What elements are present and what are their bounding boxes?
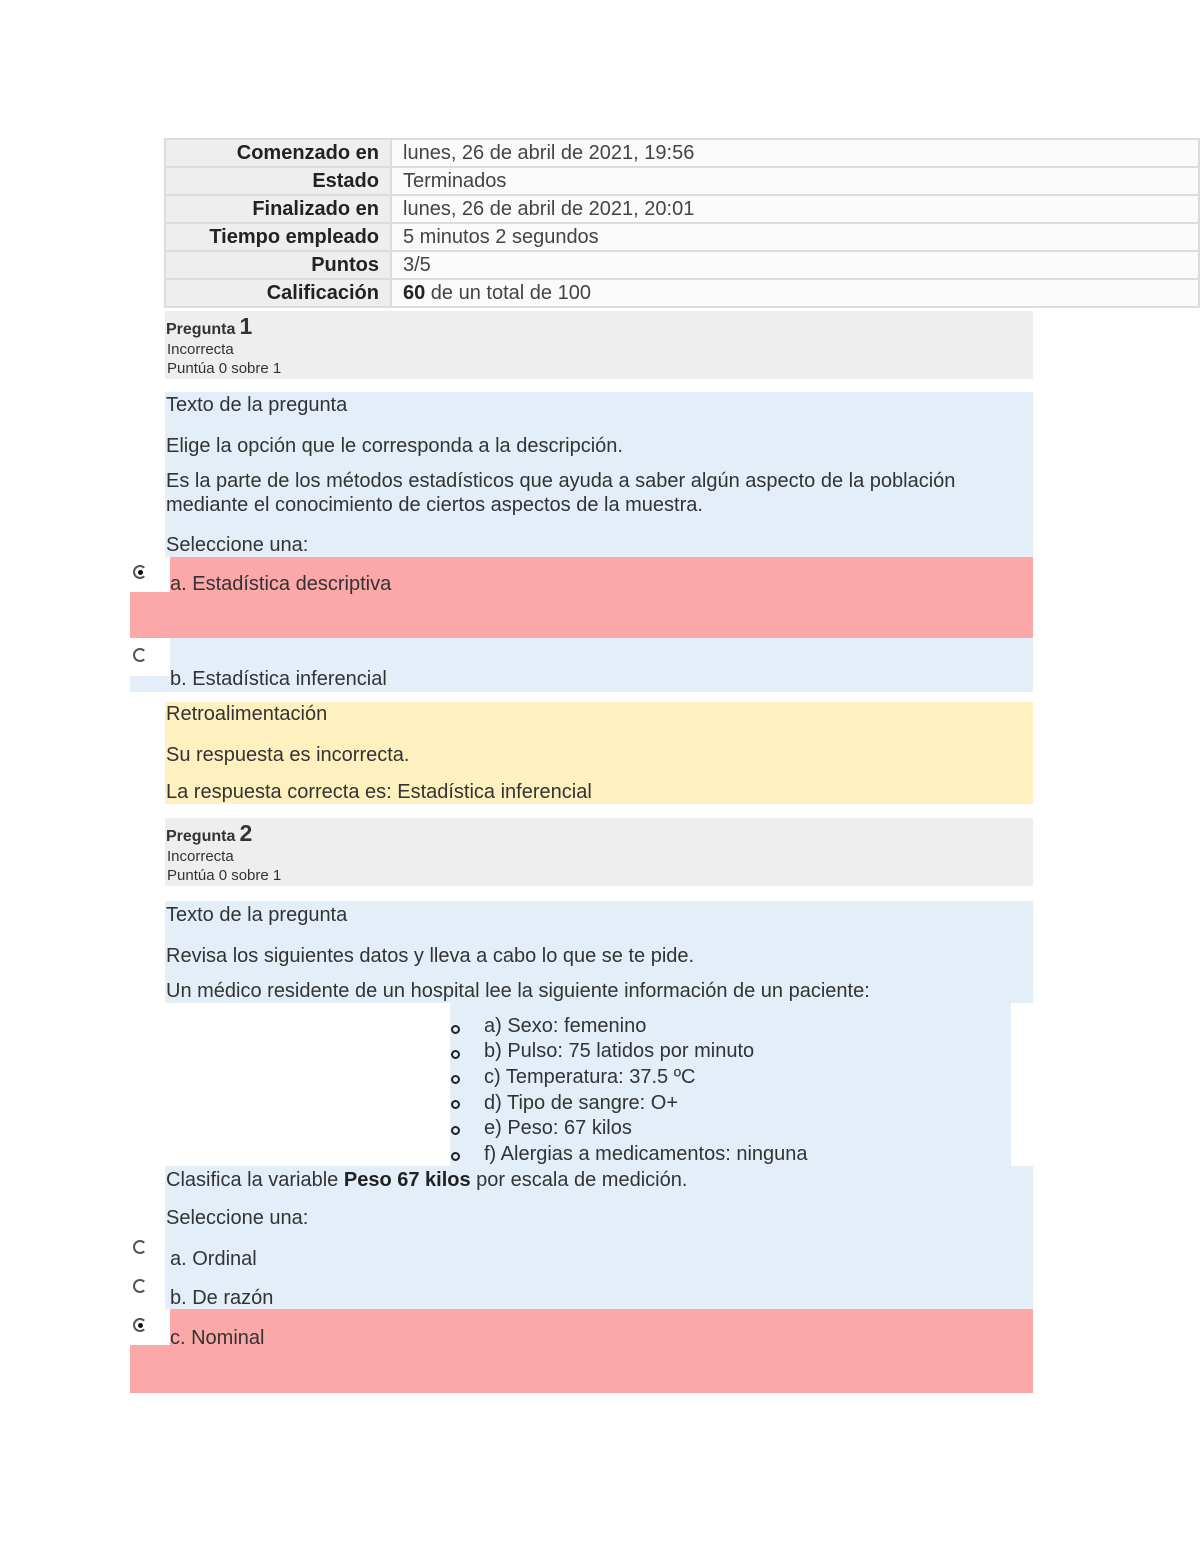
bullet-icon (451, 1100, 460, 1109)
question-number: 2 (239, 820, 253, 846)
list-item: c) Temperatura: 37.5 ºC (484, 1066, 696, 1088)
question-intro: Un médico residente de un hospital lee la siguiente información de un paciente: (166, 980, 870, 1002)
question-2-title (166, 820, 252, 847)
question-text-heading: Texto de la pregunta (166, 904, 348, 926)
bullet-icon (451, 1050, 460, 1059)
grade-value (391, 279, 1199, 307)
summary-label: Finalizado en (165, 195, 391, 223)
question-mark: Puntúa 0 sobre 1 (167, 867, 282, 884)
radio-option-a[interactable] (133, 1240, 147, 1254)
option-label[interactable]: b. De razón (170, 1287, 274, 1309)
option-label[interactable]: a. Estadística descriptiva (170, 573, 392, 595)
bullet-icon (451, 1025, 460, 1034)
summary-value: 3/5 (391, 251, 1199, 279)
radio-option-b[interactable] (133, 648, 147, 662)
list-item: e) Peso: 67 kilos (484, 1117, 632, 1139)
summary-value: lunes, 26 de abril de 2021, 20:01 (391, 195, 1199, 223)
option-label[interactable]: c. Nominal (170, 1327, 265, 1349)
summary-label: Tiempo empleado (165, 223, 391, 251)
option-label[interactable]: a. Ordinal (170, 1248, 257, 1270)
bullet-icon (451, 1152, 460, 1161)
answer-option-a-incorrect[interactable] (170, 557, 1033, 638)
answer-option-c-incorrect-margin (130, 1345, 170, 1393)
bullet-icon (451, 1126, 460, 1135)
answer-option-a-incorrect-margin (130, 592, 170, 638)
list-item: f) Alergias a medicamentos: ninguna (484, 1143, 808, 1165)
summary-row (165, 251, 1199, 279)
summary-row (165, 139, 1199, 167)
classify-instruction (166, 1169, 687, 1192)
bullet-icon (451, 1075, 460, 1084)
answer-option-b-margin (130, 676, 170, 692)
question-1-title (166, 313, 252, 340)
question-instruction: Elige la opción que le corresponda a la descripción. (166, 435, 623, 457)
select-one-prompt: Seleccione una: (166, 534, 309, 556)
question-description-line: mediante el conocimiento de ciertos aspectos de la muestra. (166, 494, 703, 516)
feedback-correct-answer: La respuesta correcta es: Estadística inferencial (166, 781, 592, 803)
radio-option-a[interactable] (133, 565, 147, 579)
grade-total: de un total de 100 (425, 282, 591, 304)
option-label[interactable]: b. Estadística inferencial (170, 668, 387, 690)
summary-label: Puntos (165, 251, 391, 279)
feedback-result: Su respuesta es incorrecta. (166, 744, 410, 766)
summary-row (165, 195, 1199, 223)
question-state: Incorrecta (167, 341, 234, 358)
question-description-line: Es la parte de los métodos estadísticos que ayuda a saber algún aspecto de la población (166, 470, 956, 492)
summary-row (165, 223, 1199, 251)
question-word: Pregunta (166, 321, 236, 338)
question-mark: Puntúa 0 sobre 1 (167, 360, 282, 377)
classify-variable: Peso 67 kilos (343, 1169, 471, 1191)
question-number: 1 (239, 313, 253, 339)
attempt-summary-table (164, 138, 1200, 308)
grade-score: 60 (403, 282, 426, 304)
question-instruction: Revisa los siguientes datos y lleva a cabo lo que se te pide. (166, 945, 695, 967)
summary-row-grade (165, 279, 1199, 307)
summary-value: lunes, 26 de abril de 2021, 19:56 (391, 139, 1199, 167)
radio-option-b[interactable] (133, 1279, 147, 1293)
classify-post: por escala de medición. (470, 1169, 688, 1191)
list-item: d) Tipo de sangre: O+ (484, 1092, 679, 1114)
classify-pre: Clasifica la variable (166, 1169, 344, 1191)
select-one-prompt: Seleccione una: (166, 1207, 309, 1229)
question-1-info (165, 311, 1033, 379)
radio-option-c[interactable] (133, 1318, 147, 1332)
summary-value: Terminados (391, 167, 1199, 195)
summary-value: 5 minutos 2 segundos (391, 223, 1199, 251)
question-text-heading: Texto de la pregunta (166, 394, 348, 416)
summary-label: Estado (165, 167, 391, 195)
list-item: a) Sexo: femenino (484, 1015, 647, 1037)
answer-option-c-incorrect[interactable] (170, 1309, 1033, 1393)
summary-row (165, 167, 1199, 195)
list-item: b) Pulso: 75 latidos por minuto (484, 1040, 755, 1062)
question-2-info (165, 818, 1033, 886)
grade-label: Calificación (165, 279, 391, 307)
question-word: Pregunta (166, 828, 236, 845)
summary-label: Comenzado en (165, 139, 391, 167)
feedback-title: Retroalimentación (166, 703, 328, 725)
question-state: Incorrecta (167, 848, 234, 865)
